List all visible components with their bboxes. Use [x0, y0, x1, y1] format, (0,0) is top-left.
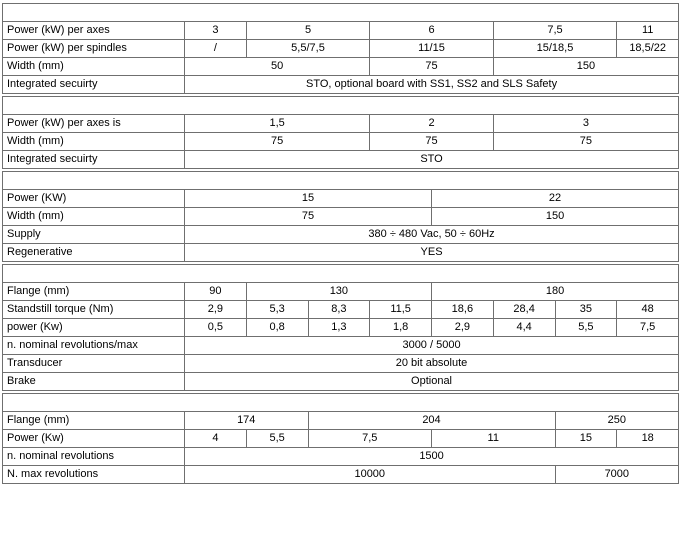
table-row — [3, 244, 679, 262]
row-value: STO — [185, 151, 679, 169]
table-row — [3, 40, 679, 58]
row-value: / — [185, 40, 247, 58]
row-value: 150 — [493, 58, 678, 76]
row-value: YES — [185, 244, 679, 262]
table-row — [3, 208, 679, 226]
row-label: Power (kW) per axes is — [3, 115, 185, 133]
row-value: 250 — [555, 412, 679, 430]
table-row — [3, 301, 679, 319]
row-label: Width (mm) — [3, 58, 185, 76]
table-row — [3, 355, 679, 373]
row-value: 7,5 — [308, 430, 432, 448]
row-label: Flange (mm) — [3, 283, 185, 301]
row-value: 0,8 — [246, 319, 308, 337]
row-value: 4 — [185, 430, 247, 448]
table-row — [3, 337, 679, 355]
row-label: Integrated secuirty — [3, 151, 185, 169]
table-supply — [2, 171, 679, 262]
row-value: 180 — [432, 283, 679, 301]
row-value: 75 — [185, 133, 370, 151]
table-row — [3, 319, 679, 337]
row-value: 2,9 — [185, 301, 247, 319]
row-value: 22 — [432, 190, 679, 208]
table-row — [3, 58, 679, 76]
row-label: Transducer — [3, 355, 185, 373]
row-value: 5,3 — [246, 301, 308, 319]
table-row — [3, 133, 679, 151]
table-single-axis-drive — [2, 3, 679, 94]
row-value: 28,4 — [493, 301, 555, 319]
row-value: 380 ÷ 480 Vac, 50 ÷ 60Hz — [185, 226, 679, 244]
row-value: STO, optional board with SS1, SS2 and SLS Safety — [185, 76, 679, 94]
row-value: 5,5 — [246, 430, 308, 448]
row-value: 7,5 — [617, 319, 679, 337]
table-row — [3, 373, 679, 391]
table-row — [3, 76, 679, 94]
row-value: 8,3 — [308, 301, 370, 319]
row-value: 174 — [185, 412, 309, 430]
row-label: Supply — [3, 226, 185, 244]
row-value: 90 — [185, 283, 247, 301]
row-value: 7000 — [555, 466, 679, 484]
row-value: 3 — [185, 22, 247, 40]
row-value: 1,5 — [185, 115, 370, 133]
table-row — [3, 412, 679, 430]
table-row — [3, 448, 679, 466]
row-value: 2 — [370, 115, 494, 133]
table-row — [3, 226, 679, 244]
section-title: Dual-axis Drive — [3, 97, 679, 115]
row-label: power (Kw) — [3, 319, 185, 337]
row-value: 11,5 — [370, 301, 432, 319]
table-row — [3, 151, 679, 169]
row-value: 3000 / 5000 — [185, 337, 679, 355]
row-value: 15/18,5 — [493, 40, 617, 58]
table-row — [3, 115, 679, 133]
row-value: 5,5 — [555, 319, 617, 337]
table-row — [3, 430, 679, 448]
table-row — [3, 466, 679, 484]
table-row — [3, 22, 679, 40]
row-value: 75 — [370, 58, 494, 76]
row-label: Power (KW) — [3, 190, 185, 208]
row-label: N. max revolutions — [3, 466, 185, 484]
row-label: Flange (mm) — [3, 412, 185, 430]
row-value: 1,3 — [308, 319, 370, 337]
row-value: Optional — [185, 373, 679, 391]
table-spindle-motors — [2, 393, 679, 484]
row-value: 18 — [617, 430, 679, 448]
section-header-row — [3, 265, 679, 283]
row-value: 18,5/22 — [617, 40, 679, 58]
row-value: 5 — [246, 22, 370, 40]
row-value: 2,9 — [432, 319, 494, 337]
row-value: 7,5 — [493, 22, 617, 40]
row-value: 20 bit absolute — [185, 355, 679, 373]
section-title: Single-axis Drive — [3, 4, 679, 22]
section-header-row — [3, 394, 679, 412]
row-value: 15 — [185, 190, 432, 208]
section-header-row — [3, 172, 679, 190]
table-row — [3, 190, 679, 208]
row-label: Width (mm) — [3, 208, 185, 226]
row-label: Integrated secuirty — [3, 76, 185, 94]
row-label: n. nominal revolutions/max — [3, 337, 185, 355]
row-label: Brake — [3, 373, 185, 391]
section-title: Supply — [3, 172, 679, 190]
row-value: 10000 — [185, 466, 556, 484]
row-value: 1500 — [185, 448, 679, 466]
row-value: 75 — [370, 133, 494, 151]
table-row — [3, 283, 679, 301]
row-value: 75 — [185, 208, 432, 226]
row-value: 11 — [617, 22, 679, 40]
row-value: 6 — [370, 22, 494, 40]
row-value: 1,8 — [370, 319, 432, 337]
row-value: 35 — [555, 301, 617, 319]
row-value: 48 — [617, 301, 679, 319]
row-value: 3 — [493, 115, 678, 133]
row-value: 204 — [308, 412, 555, 430]
row-label: Width (mm) — [3, 133, 185, 151]
section-header-row — [3, 4, 679, 22]
row-value: 11/15 — [370, 40, 494, 58]
row-label: Power (kW) per spindles — [3, 40, 185, 58]
row-value: 4,4 — [493, 319, 555, 337]
section-title: Axis Motors — [3, 265, 679, 283]
row-value: 15 — [555, 430, 617, 448]
row-value: 75 — [493, 133, 678, 151]
row-label: Power (kW) per axes — [3, 22, 185, 40]
row-value: 50 — [185, 58, 370, 76]
row-value: 18,6 — [432, 301, 494, 319]
row-value: 5,5/7,5 — [246, 40, 370, 58]
section-header-row — [3, 97, 679, 115]
row-label: Regenerative — [3, 244, 185, 262]
row-value: 150 — [432, 208, 679, 226]
row-value: 130 — [246, 283, 431, 301]
row-value: 0,5 — [185, 319, 247, 337]
row-value: 11 — [432, 430, 556, 448]
section-title: Spindle Motors — [3, 394, 679, 412]
table-dual-axis-drive — [2, 96, 679, 169]
row-label: Standstill torque (Nm) — [3, 301, 185, 319]
row-label: n. nominal revolutions — [3, 448, 185, 466]
table-axis-motors — [2, 264, 679, 391]
row-label: Power (Kw) — [3, 430, 185, 448]
